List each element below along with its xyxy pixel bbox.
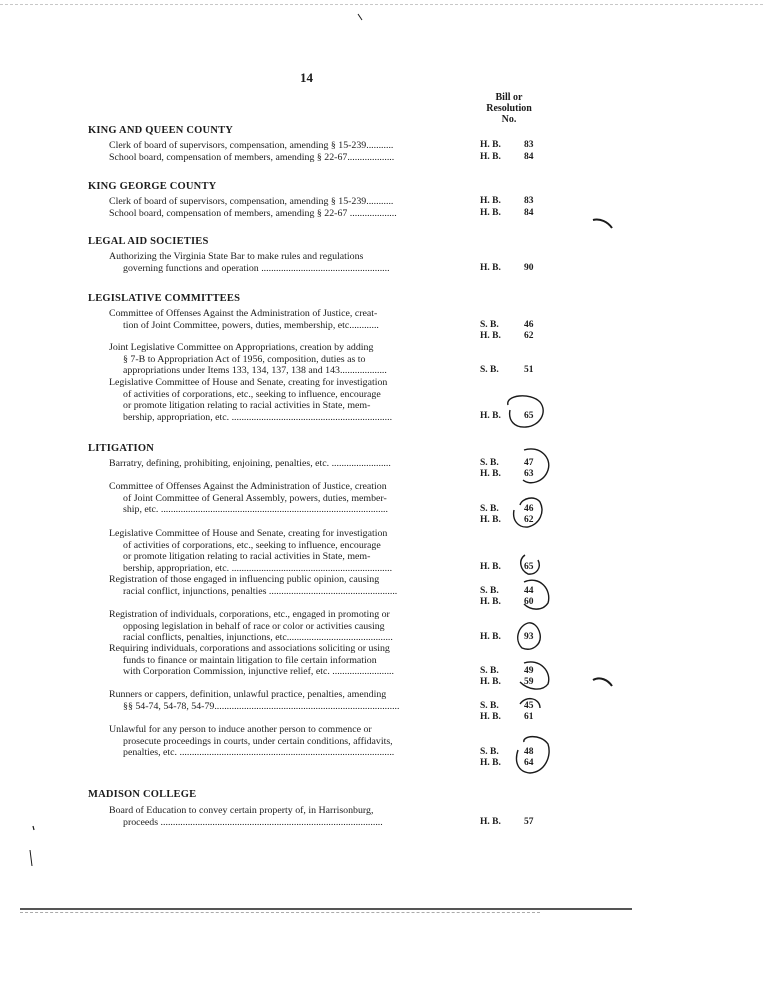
- bill-type: H. B.: [480, 597, 501, 607]
- bill-number: 84: [524, 208, 534, 218]
- circle-mark: [520, 699, 540, 708]
- bill-type: H. B.: [480, 677, 501, 687]
- stray-mark: [30, 850, 32, 866]
- section-heading: KING GEORGE COUNTY: [88, 181, 217, 192]
- bill-type: H. B.: [480, 562, 501, 572]
- stray-mark: [358, 14, 362, 20]
- bill-number: 51: [524, 365, 534, 375]
- circle-mark: [508, 396, 543, 427]
- bottom-edge-rule-faint: [20, 912, 540, 913]
- entry-line: Committee of Offenses Against the Administration of Justice, creat-: [109, 308, 378, 319]
- entry-line: § 7-B to Appropriation Act of 1956, composition, duties as to: [123, 353, 366, 365]
- stray-mark: [33, 826, 34, 830]
- bill-number: 46: [524, 504, 534, 514]
- entry-line: Registration of those engaged in influencing public opinion, causing: [109, 574, 380, 585]
- bill-type: H. B.: [480, 469, 501, 479]
- bill-type: H. B.: [480, 152, 501, 162]
- entry-line: Unlawful for any person to induce another person to commence or: [109, 724, 372, 735]
- index-entry: School board, compensation of members, amending § 22-67...................: [109, 152, 395, 163]
- check-mark: [593, 219, 612, 228]
- bill-type: H. B.: [480, 331, 501, 341]
- entry-line: penalties, etc. .......................................................................................: [123, 747, 395, 758]
- bottom-edge-rule: [20, 908, 632, 910]
- bill-number: 83: [524, 196, 534, 206]
- column-header-line: Bill or: [495, 92, 523, 103]
- bill-number: 65: [524, 562, 534, 572]
- bill-type: S. B.: [480, 320, 499, 330]
- bill-number: 47: [524, 458, 534, 468]
- bill-number: 46: [524, 320, 534, 330]
- circle-mark: [518, 623, 541, 649]
- circle-mark: [514, 498, 542, 527]
- entry-line: Committee of Offenses Against the Administration of Justice, creation: [109, 481, 387, 492]
- bill-type: S. B.: [480, 365, 499, 375]
- bill-type: H. B.: [480, 140, 501, 150]
- circle-mark: [517, 737, 550, 773]
- bill-number: 90: [524, 263, 534, 273]
- circle-mark: [520, 662, 549, 689]
- bill-type: S. B.: [480, 701, 499, 711]
- entry-line: or promote litigation relating to racial activities in State, mem-: [123, 551, 371, 562]
- entry-line: bership, appropriation, etc. .................................................................: [123, 411, 393, 423]
- bill-type: S. B.: [480, 458, 499, 468]
- bill-type: S. B.: [480, 586, 499, 596]
- circle-mark: [523, 449, 549, 483]
- bill-type: H. B.: [480, 515, 501, 525]
- circle-mark: [524, 580, 549, 609]
- bill-number: 57: [524, 817, 534, 827]
- bill-number: 64: [524, 758, 534, 768]
- bill-type: H. B.: [480, 632, 501, 642]
- entry-line: Barratry, defining, prohibiting, enjoining, penalties, etc. ........................: [109, 458, 391, 469]
- entry-line: of activities of corporations, etc., seeking to influence, encourage: [123, 539, 381, 551]
- entry-line: tion of Joint Committee, powers, duties, membership, etc............: [123, 319, 379, 331]
- section-heading: LEGISLATIVE COMMITTEES: [88, 293, 241, 304]
- entry-line: appropriations under Items 133, 134, 137, 138 and 143...................: [123, 365, 387, 376]
- bill-type: H. B.: [480, 411, 501, 421]
- section-heading: MADISON COLLEGE: [88, 789, 197, 800]
- entry-line: Legislative Committee of House and Senate, creating for investigation: [109, 528, 388, 539]
- bill-type: H. B.: [480, 208, 501, 218]
- entry-line: Authorizing the Virginia State Bar to make rules and regulations: [109, 251, 364, 262]
- bill-number: 61: [524, 712, 534, 722]
- bill-number: 44: [524, 586, 534, 596]
- entry-line: Runners or cappers, definition, unlawful practice, penalties, amending: [109, 689, 387, 700]
- entry-line: bership, appropriation, etc. .................................................................: [123, 562, 393, 574]
- bill-type: S. B.: [480, 747, 499, 757]
- check-mark: [593, 678, 612, 686]
- bill-number: 48: [524, 747, 534, 757]
- section-heading: KING AND QUEEN COUNTY: [88, 125, 234, 136]
- bill-type: H. B.: [480, 817, 501, 827]
- section-heading: LITIGATION: [88, 443, 154, 454]
- entry-line: proceeds ..........................................................................................: [123, 816, 383, 828]
- entry-line: governing functions and operation ....................................................: [123, 262, 390, 274]
- entry-line: racial conflict, injunctions, penalties ....................................................: [123, 585, 398, 597]
- column-header-line: No.: [501, 114, 517, 125]
- bill-number: 84: [524, 152, 534, 162]
- bill-type: H. B.: [480, 263, 501, 273]
- bill-number: 62: [524, 331, 534, 341]
- circle-mark: [521, 555, 540, 574]
- bill-type: H. B.: [480, 712, 501, 722]
- entry-line: with Corporation Commission, injunctive relief, etc. .........................: [123, 666, 394, 677]
- section-heading: LEGAL AID SOCIETIES: [88, 236, 209, 247]
- index-entry: Clerk of board of supervisors, compensation, amending § 15-239...........: [109, 140, 394, 151]
- entry-line: opposing legislation in behalf of race or color or activities causing: [123, 620, 385, 632]
- bill-type: S. B.: [480, 504, 499, 514]
- entry-line: Registration of individuals, corporations, etc., engaged in promoting or: [109, 609, 390, 620]
- bill-number: 59: [524, 677, 534, 687]
- entry-line: prosecute proceedings in courts, under certain conditions, affidavits,: [123, 735, 393, 747]
- entry-line: §§ 54-74, 54-78, 54-79...........................................................................: [123, 700, 400, 712]
- bill-number: 65: [524, 411, 534, 421]
- bill-type: S. B.: [480, 666, 499, 676]
- entry-line: funds to finance or maintain litigation to file certain information: [123, 654, 377, 666]
- bill-number: 45: [524, 701, 534, 711]
- entry-line: of Joint Committee of General Assembly, powers, duties, member-: [123, 492, 387, 504]
- entry-line: or promote litigation relating to racial activities in State, mem-: [123, 400, 371, 411]
- bill-number: 49: [524, 666, 534, 676]
- bill-number: 83: [524, 140, 534, 150]
- index-entry: School board, compensation of members, amending § 22-67 ...................: [109, 208, 397, 219]
- bill-number: 63: [524, 469, 534, 479]
- entry-line: Requiring individuals, corporations and associations soliciting or using: [109, 643, 390, 654]
- bill-number: 93: [524, 632, 534, 642]
- entry-line: Joint Legislative Committee on Appropriations, creation by adding: [109, 342, 374, 353]
- index-entry: Clerk of board of supervisors, compensation, amending § 15-239...........: [109, 196, 394, 207]
- bill-number: 62: [524, 515, 534, 525]
- bill-type: H. B.: [480, 196, 501, 206]
- entry-line: Legislative Committee of House and Senate, creating for investigation: [109, 377, 388, 388]
- entry-line: ship, etc. ............................................................................................: [123, 504, 388, 515]
- entry-line: of activities of corporations, etc., seeking to influence, encourage: [123, 388, 381, 400]
- bill-type: H. B.: [480, 758, 501, 768]
- entry-line: racial conflicts, penalties, injunctions, etc...........................................: [123, 632, 393, 643]
- entry-line: Board of Education to convey certain property of, in Harrisonburg,: [109, 805, 374, 816]
- bill-number: 60: [524, 597, 534, 607]
- page-number: 14: [300, 70, 313, 85]
- column-header-line: Resolution: [486, 103, 532, 114]
